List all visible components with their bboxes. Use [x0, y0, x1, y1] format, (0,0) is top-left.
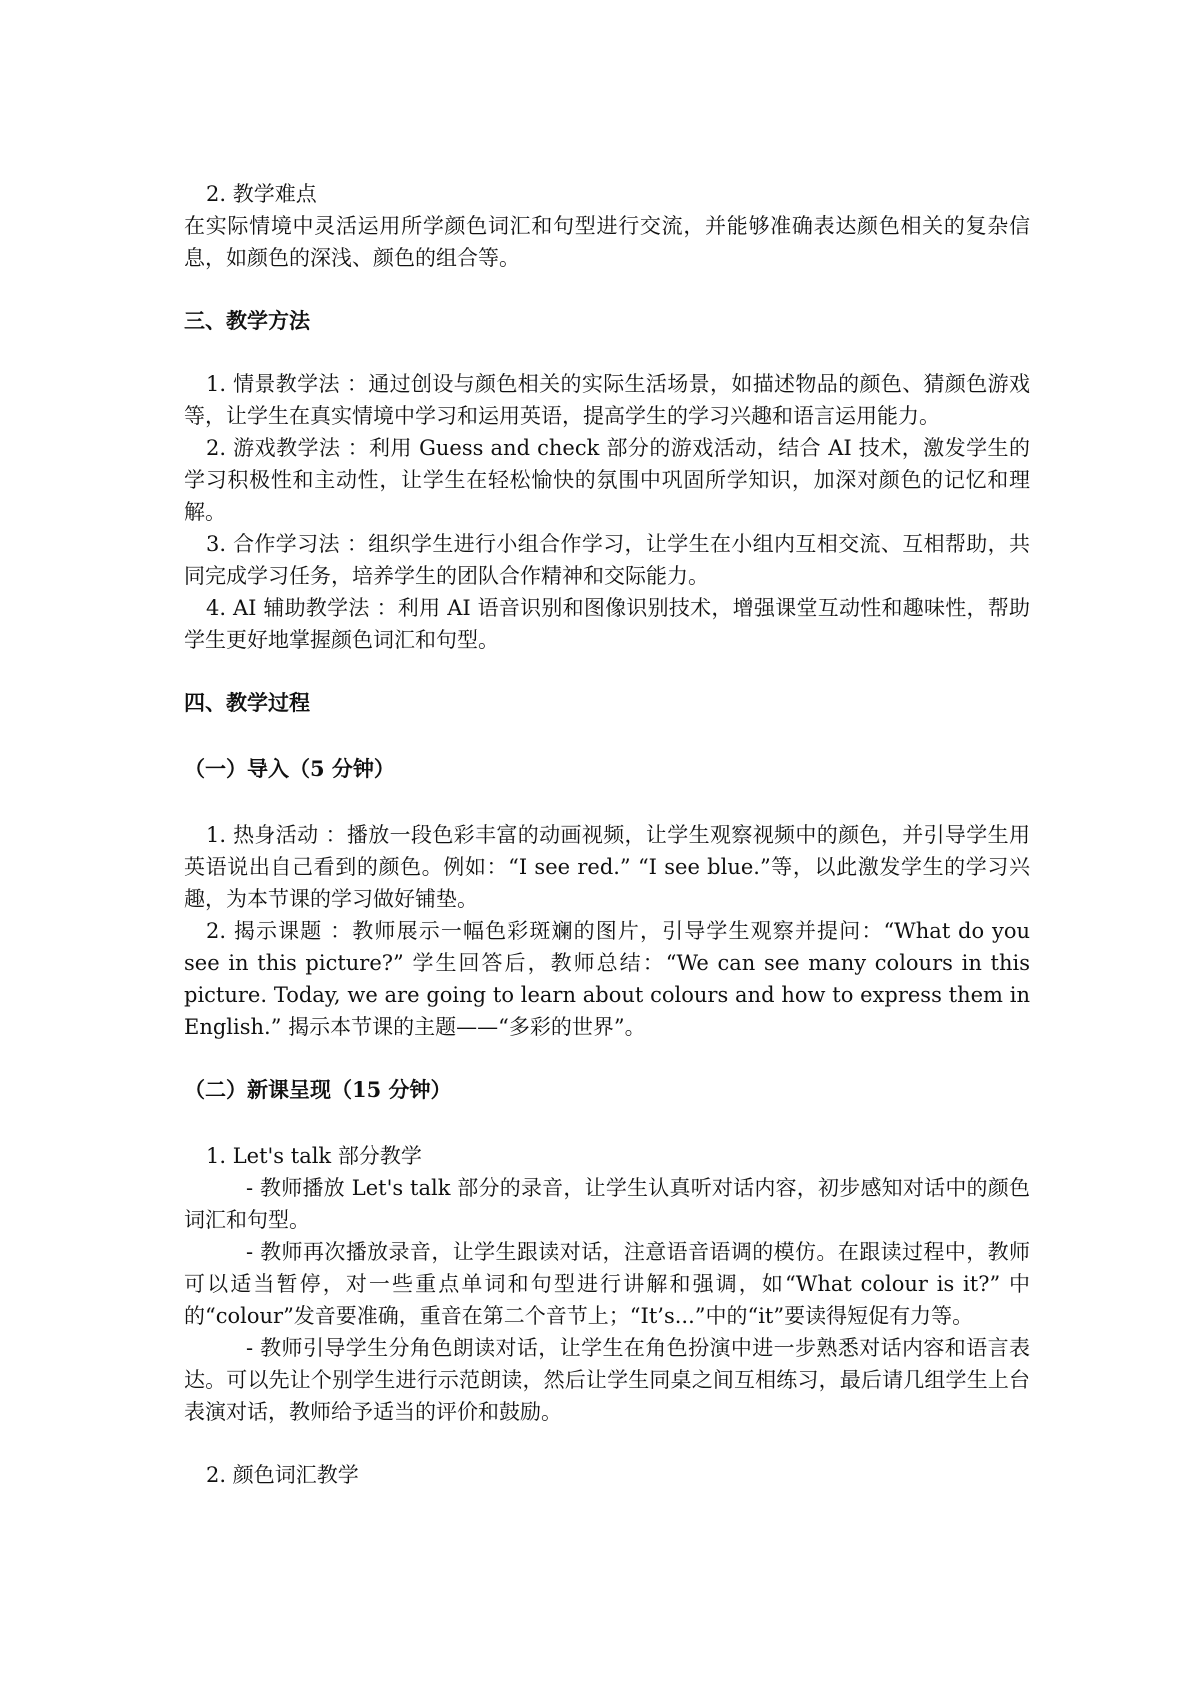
spacer	[184, 274, 1030, 305]
document-page	[184, 178, 1030, 1491]
spacer	[184, 337, 1030, 368]
new-lesson-heading: （二）新课呈现（15 分钟）	[184, 1077, 452, 1102]
talk-heading: 1. Let's talk 部分教学	[206, 1144, 422, 1168]
talk-step-2: - 教师再次播放录音，让学生跟读对话，注意语音语调的模仿。在跟读过程中，教师可以适当暂停，对一些重点单词和句型进行讲解和强调，如“What colour is it?” 中的“colour”发音要准确，重音在第二个音节上；“It’s...”中的“it”要读得短促有力等。	[184, 1240, 1030, 1328]
spacer	[184, 1106, 1030, 1140]
process-heading: 四、教学过程	[184, 690, 310, 715]
difficulty-heading: 2. 教学难点	[206, 182, 317, 206]
spacer	[184, 1043, 1030, 1074]
difficulty-text: 在实际情境中灵活运用所学颜色词汇和句型进行交流，并能够准确表达颜色相关的复杂信息，如颜色的深浅、颜色的组合等。	[184, 214, 1030, 270]
spacer	[184, 656, 1030, 687]
spacer	[184, 719, 1030, 753]
methods-heading: 三、教学方法	[184, 308, 310, 333]
intro-item-2: 2. 揭示课题 ：教师展示一幅色彩斑斓的图片，引导学生观察并提问：“What do you see in this picture?” 学生回答后，教师总结：“We can see many colours in this picture. Today, we are going to learn about colours and how to express them in English.” 揭示本节课的主题——“多彩的世界”。	[184, 919, 1030, 1039]
method-item-2: 2. 游戏教学法 ：利用 Guess and check 部分的游戏活动，结合 AI 技术，激发学生的学习积极性和主动性，让学生在轻松愉快的氛围中巩固所学知识，加深对颜色的记忆和理解。	[184, 436, 1030, 524]
talk-step-3: - 教师引导学生分角色朗读对话，让学生在角色扮演中进一步熟悉对话内容和语言表达。可以先让个别学生进行示范朗读，然后让学生同桌之间互相练习，最后请几组学生上台表演对话，教师给予适当的评价和鼓励。	[184, 1336, 1030, 1424]
method-item-4: 4. AI 辅助教学法 ：利用 AI 语音识别和图像识别技术，增强课堂互动性和趣味性，帮助学生更好地掌握颜色词汇和句型。	[184, 596, 1030, 652]
talk-step-1: - 教师播放 Let's talk 部分的录音，让学生认真听对话内容，初步感知对话中的颜色词汇和句型。	[184, 1176, 1030, 1232]
spacer	[184, 1428, 1030, 1459]
method-item-3: 3. 合作学习法 ：组织学生进行小组合作学习，让学生在小组内互相交流、互相帮助，共同完成学习任务，培养学生的团队合作精神和交际能力。	[184, 532, 1030, 588]
method-item-1: 1. 情景教学法 ：通过创设与颜色相关的实际生活场景，如描述物品的颜色、猜颜色游戏等，让学生在真实情境中学习和运用英语，提高学生的学习兴趣和语言运用能力。	[184, 372, 1030, 428]
spacer	[184, 785, 1030, 819]
intro-heading: （一）导入（5 分钟）	[184, 756, 395, 781]
intro-item-1: 1. 热身活动 ：播放一段色彩丰富的动画视频，让学生观察视频中的颜色，并引导学生用英语说出自己看到的颜色。例如：“I see red.” “I see blue.”等，以此激发学生的学习兴趣，为本节课的学习做好铺垫。	[184, 823, 1030, 911]
vocab-heading: 2. 颜色词汇教学	[206, 1463, 359, 1487]
